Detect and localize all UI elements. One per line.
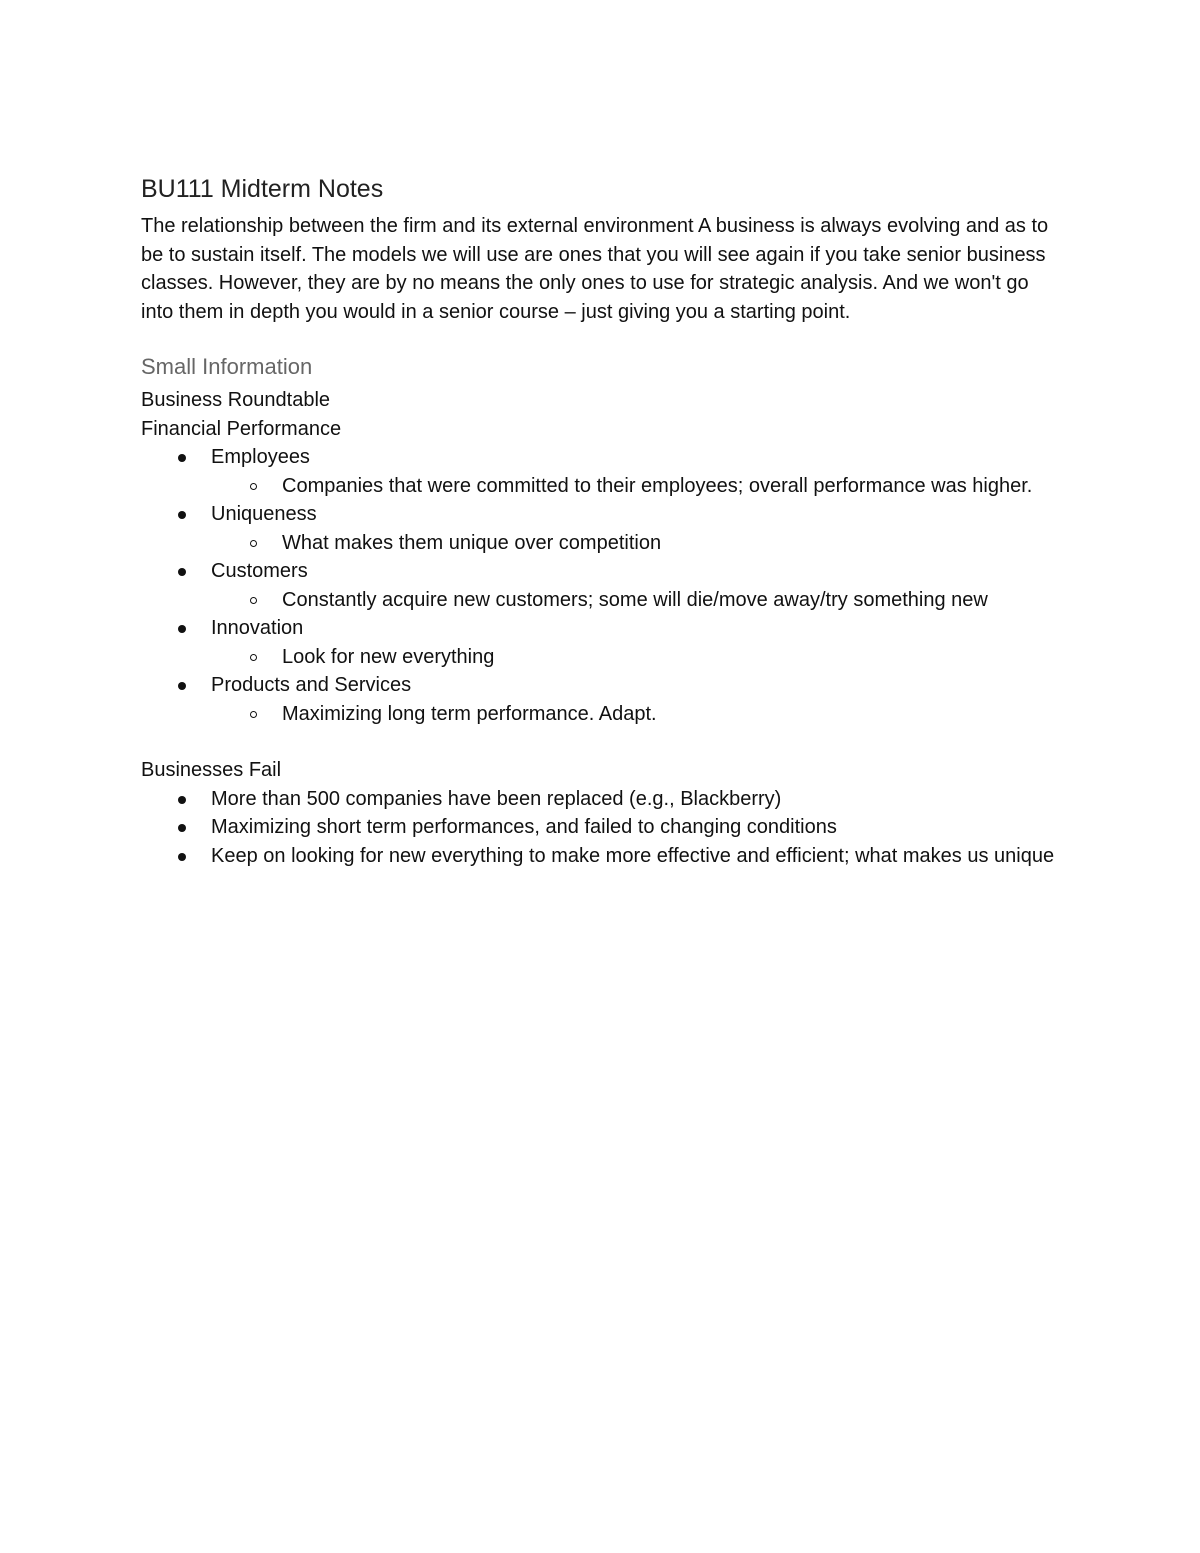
bullet-icon [178, 454, 186, 462]
document-title: BU111 Midterm Notes [141, 175, 384, 203]
list-item-label: Innovation [211, 617, 304, 640]
sub-list-item-text: What makes them unique over competition [282, 531, 662, 554]
list-item-text: Keep on looking for new everything to make more effective and efficient; what makes us unique [211, 844, 1055, 867]
bullet-icon [178, 625, 186, 633]
bullet-icon [178, 796, 186, 804]
sub-list [211, 529, 1061, 558]
hollow-bullet-icon [250, 483, 257, 490]
bullet-icon [178, 568, 186, 576]
list-item [141, 500, 1061, 557]
bullet-icon [178, 511, 186, 519]
performance-list [141, 443, 1061, 728]
text-line-businesses-fail: Businesses Fail [141, 759, 282, 782]
document-page [141, 172, 1061, 870]
list-item [141, 785, 1061, 814]
sub-list-item-text: Maximizing long term performance. Adapt. [282, 702, 657, 725]
sub-list [211, 472, 1061, 501]
sub-list [211, 643, 1061, 672]
hollow-bullet-icon [250, 711, 257, 718]
list-item-text: Maximizing short term performances, and failed to changing conditions [211, 816, 837, 839]
text-line-business-roundtable: Business Roundtable [141, 389, 331, 412]
list-item-label: Employees [211, 446, 310, 469]
sub-list-item-text: Look for new everything [282, 645, 495, 668]
list-item [141, 443, 1061, 500]
bullet-icon [178, 682, 186, 690]
sub-list [211, 700, 1061, 729]
sub-list-item [211, 529, 1061, 558]
sub-list-item-text: Companies that were committed to their employees; overall performance was higher. [282, 474, 1033, 497]
list-item [141, 813, 1061, 842]
failure-list [141, 785, 1061, 871]
intro-paragraph: The relationship between the firm and its external environment A business is always evolving and as to be to sustain itself. The models we will use are ones that you will see again if you take senior business classes. However, they are by no means the only ones to use for strategic analysis. And we won't go into them in depth you would in a senior course – just giving you a starting point. [141, 215, 1049, 323]
sub-list-item [211, 472, 1061, 501]
list-item [141, 671, 1061, 728]
hollow-bullet-icon [250, 597, 257, 604]
sub-list-item-text: Constantly acquire new customers; some will die/move away/try something new [282, 588, 988, 611]
list-item-label: Products and Services [211, 674, 412, 697]
list-item-label: Customers [211, 560, 308, 583]
section-heading-small-information: Small Information [141, 354, 313, 380]
text-line-financial-performance: Financial Performance [141, 417, 342, 440]
hollow-bullet-icon [250, 540, 257, 547]
sub-list-item [211, 643, 1061, 672]
list-item [141, 842, 1061, 871]
list-item [141, 614, 1061, 671]
spacer [141, 728, 1061, 756]
sub-list-item [211, 586, 1061, 615]
hollow-bullet-icon [250, 654, 257, 661]
bullet-icon [178, 824, 186, 832]
bullet-icon [178, 853, 186, 861]
list-item-text: More than 500 companies have been replaced (e.g., Blackberry) [211, 787, 782, 810]
list-item [141, 557, 1061, 614]
sub-list [211, 586, 1061, 615]
sub-list-item [211, 700, 1061, 729]
list-item-label: Uniqueness [211, 503, 317, 526]
